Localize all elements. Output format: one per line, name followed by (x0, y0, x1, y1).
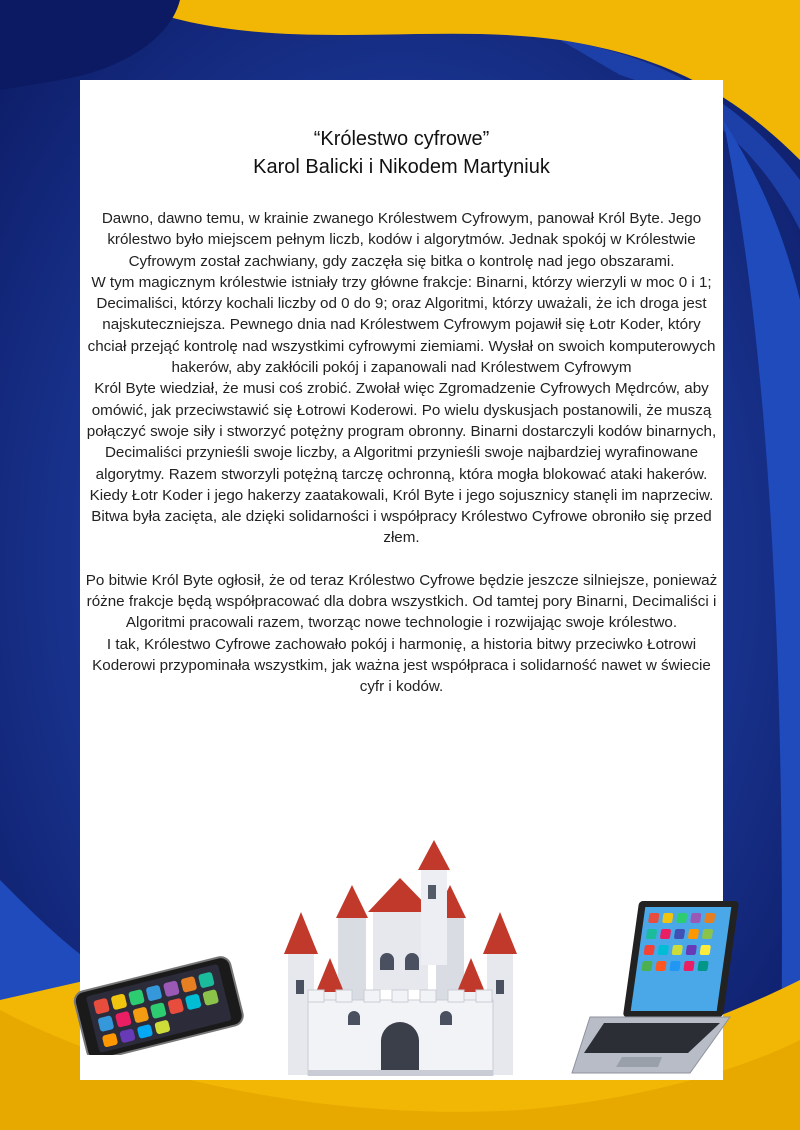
story-paragraph: Kiedy Łotr Koder i jego hakerzy zaatakowali, Król Byte i jego sojusznicy stanęli im naprzeciw. Bitwa była zacięta, ale dzięki solidarności i współpracy Królestwo Cyfrowe obroniło się przed złem. (89, 486, 714, 547)
story-paragraph: Król Byte wiedział, że musi coś zrobić. Zwołał więc Zgromadzenie Cyfrowych Mędrców, aby omówić, jak przeciwstawić się Łotrowi Koderowi. Po wielu dyskusjach postanowili, że muszą połączyć swoje siły i stworzyć potężny program obronny. Binarni dostarczyli kodów binarnych, Decimaliści przynieśli swoje liczby, a Algoritmi przynieśli swoje najbardziej wyrafinowane algorytmy. Razem stworzyli potężną tarczę ochronną, która mogła blokować ataki hakerów. (86, 380, 717, 483)
story-text (83, 208, 720, 698)
laptop-icon (570, 895, 748, 1080)
story-paragraph: Po bitwie Król Byte ogłosił, że od teraz Królestwo Cyfrowe będzie jeszcze silniejsze, ponieważ różne frakcje będą współpracować dla dobra wszystkich. Od tamtej pory Binarni, Decimaliści i Algoritmi pracowali razem, tworząc nowe technologie i rozwijając swoje królestwo. (85, 571, 718, 632)
story-paragraph: W tym magicznym królestwie istniały trzy główne frakcje: Binarni, którzy wierzyli w moc 0 i 1; Decimaliści, którzy kochali liczby od 0 do 9; oraz Algoritmi, którzy uważali, że ich droga jest najskuteczniejsza. Pewnego dnia nad Królestwem Cyfrowym pojawił się Łotr Koder, który chciał przejąć kontrolę nad wszystkimi cyfrowymi ziemiami. Wysłał on swoich komputerowych hakerów, aby zakłócili pokój i zapanowali nad Królestwem Cyfrowym (87, 273, 716, 377)
smartphone-icon (70, 955, 250, 1055)
story-paragraph: Dawno, dawno temu, w krainie zwanego Królestwem Cyfrowym, panował Król Byte. Jego królestwo było miejscem pełnym liczb, kodów i algorytmów. Jednak spokój w Królestwie Cyfrowym został zachwiany, gdy zaczęła się bitka o kontrolę nad jego obszarami. (101, 210, 702, 270)
story-paragraph: I tak, Królestwo Cyfrowe zachowało pokój i harmonię, a historia bitwy przeciwko Łotrowi Koderowi przypominała wszystkim, jak ważna jest współpraca i solidarność nawet w świecie cyfr i kodów. (92, 635, 711, 696)
authors: Karol Balicki i Nikodem Martyniuk (253, 156, 550, 178)
castle-icon (278, 840, 523, 1080)
title-block (80, 125, 723, 181)
page-title: “Królestwo cyfrowe” (313, 128, 490, 150)
